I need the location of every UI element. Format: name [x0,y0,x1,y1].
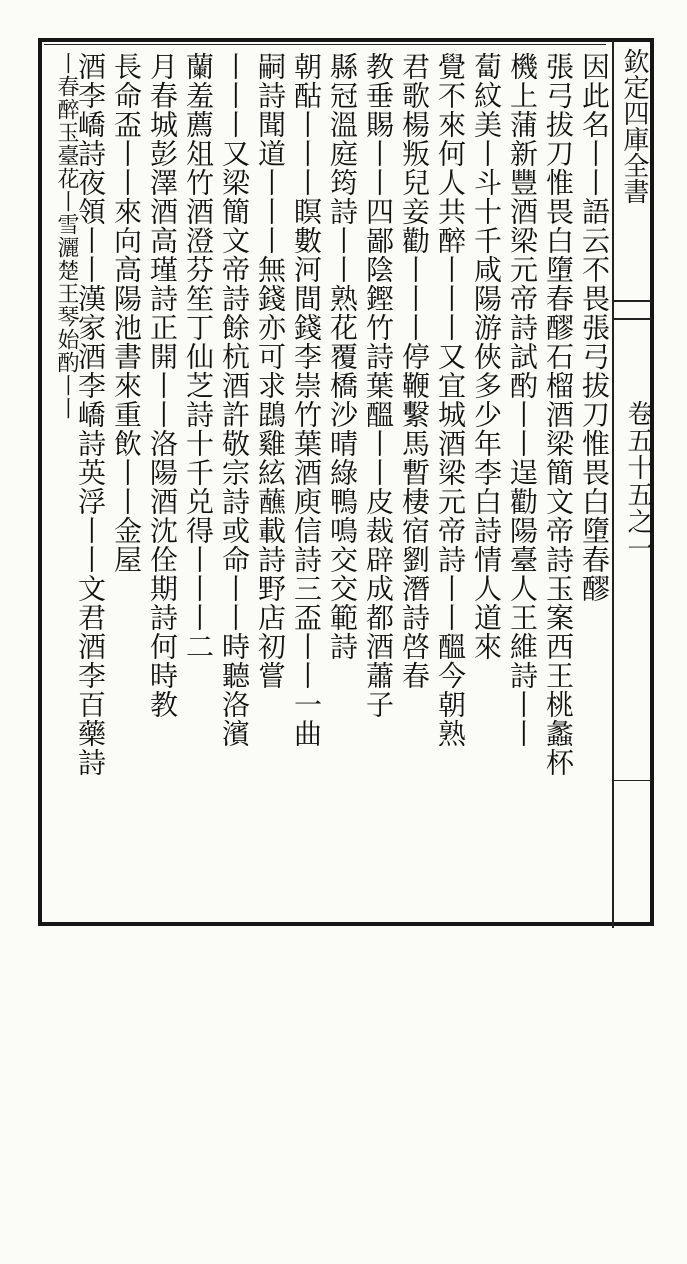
text-column-7: 教垂賜丨丨四鄙陰鏗竹詩葉醞丨丨皮裁辟成都酒蕭子 [362,52,395,719]
text-column-5: 覺不來何人共醉丨丨丨又宜城酒梁元帝詩丨丨醞今朝熟 [434,52,467,748]
text-column-9: 朝酤丨丨丨瞑數河間錢李崇竹葉酒庾信詩三盃丨丨一曲 [290,52,323,748]
text-column-6: 君歌楊叛兒妾勸丨丨丨停鞭繫馬暫棲宿劉潛詩啓春 [398,52,431,690]
text-column-11: 丨丨丨又梁簡文帝詩餘杭酒許敬宗詩或命丨丨時聽洛濱 [218,52,251,748]
fish-tail-marker [612,300,652,320]
text-column-3: 機上蒲新豐酒梁元帝詩試酌丨丨逞勸陽臺人王維詩丨丨 [506,52,539,748]
text-column-8: 縣冠溫庭筠詩丨丨熟花覆橋沙晴綠鴨鳴交交範詩 [326,52,359,661]
text-column-14: 長命盃丨丨來向高陽池書來重飲丨丨金屋 [110,52,143,574]
volume-label: 卷五十五之一 [623,400,653,562]
text-column-2: 張弓拔刀惟畏白墮春醪石榴酒梁簡文帝詩玉案西王桃蠡杯 [542,52,575,777]
text-column-12: 蘭羞薦俎竹酒澄芬笙丁仙芝詩十千兑得丨丨丨二 [182,52,215,661]
text-column-1: 因此名丨丨語云不畏張弓拔刀惟畏白墮春醪 [578,52,611,603]
top-label: 欽定四庫全書 [619,48,649,204]
text-column-13: 月春城彭澤酒高瑾詩正開丨丨洛陽酒沈佺期詩何時教 [146,52,179,719]
text-column-16: 丨春醉玉臺花丨雪灑楚王琴始酌丨丨 [54,52,79,420]
text-column-10: 嗣詩聞道丨丨丨無錢亦可求鵾雞絃蘸載詩野店初嘗 [254,52,287,690]
text-column-15: 酒李嶠詩夜領丨丨漢家酒李嶠詩英浮丨丨文君酒李百藥詩 [74,52,107,777]
text-column-4: 蔔紋美丨斗十千咸陽游俠多少年李白詩情人道來 [470,52,503,661]
